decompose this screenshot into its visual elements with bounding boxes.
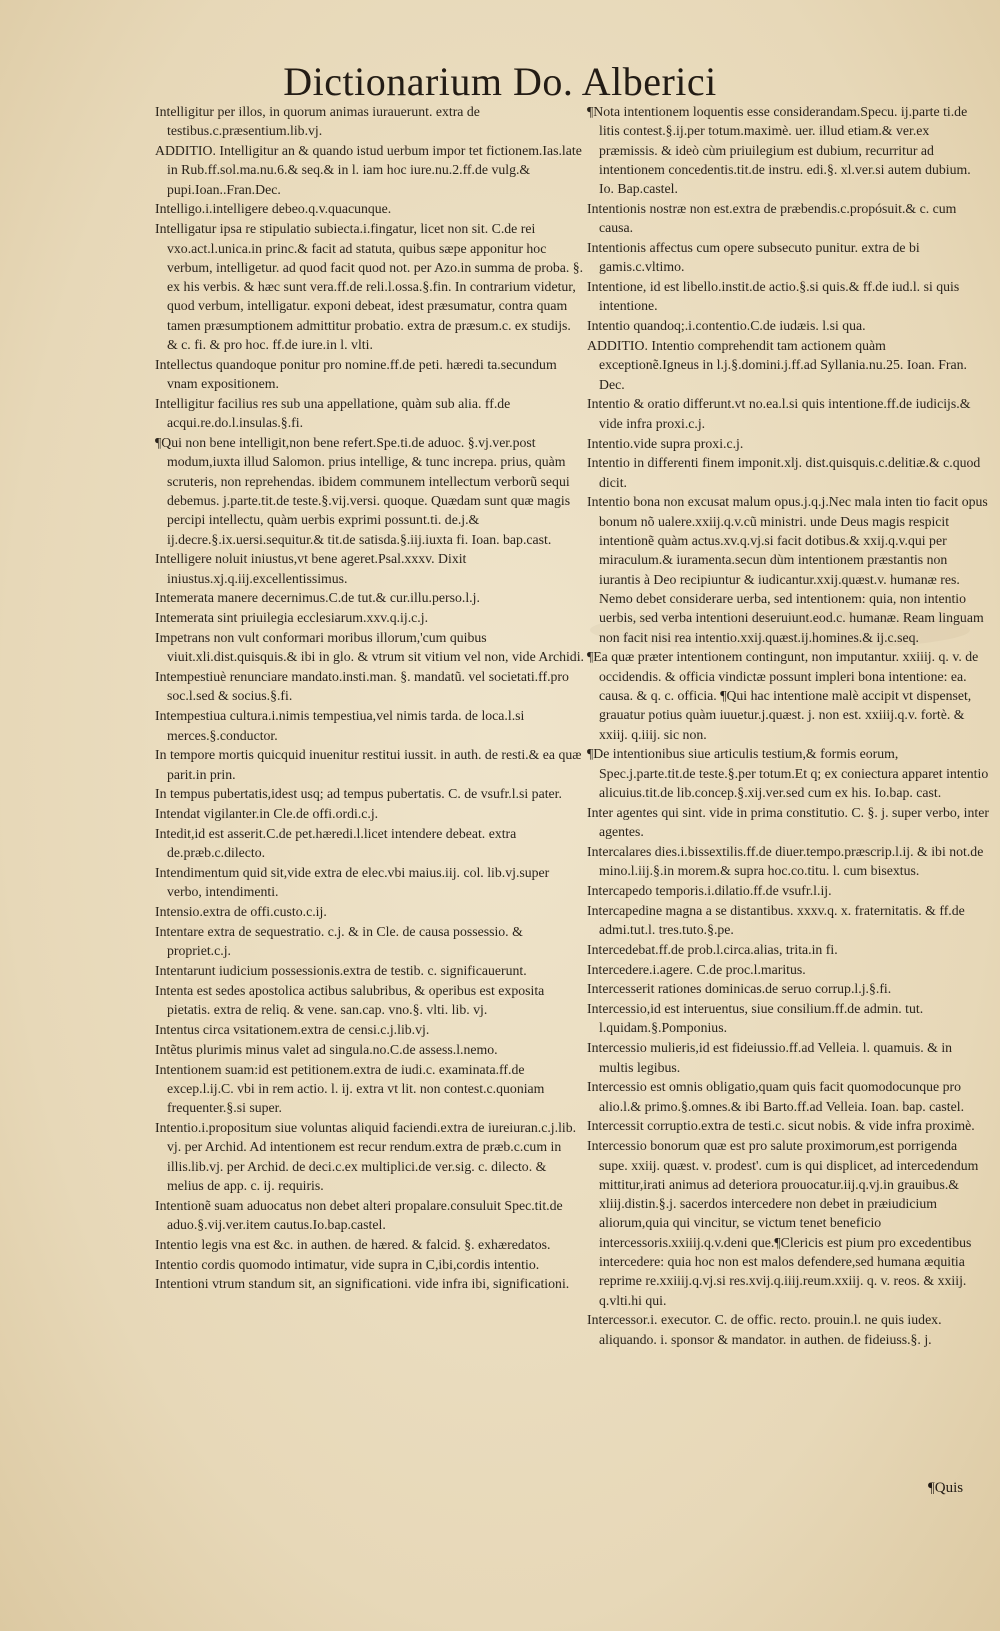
dictionary-entry: Intercessio mulieris,id est fideiussio.ff.ad Velleia. l. quamuis. & in multis legibus. — [587, 1040, 953, 1075]
dictionary-entry: Intentione, id est libello.instit.de actio.§.si quis.& ff.de iud.l. si quis intentione. — [587, 279, 960, 314]
dictionary-entry: Intelligo.i.intelligere debeo.q.v.quacunque. — [155, 201, 392, 217]
dictionary-entry: Intentio cordis quomodo intimatur, vide supra in C,ibi,cordis intentio. — [155, 1256, 540, 1272]
dictionary-entry: Intemerata sint priuilegia ecclesiarum.xxv.q.ij.c.j. — [155, 610, 429, 626]
dictionary-entry: Intentarunt iudicium possessionis.extra de testib. c. significauerunt. — [155, 963, 527, 979]
dictionary-entry: Intentare extra de sequestratio. c.j. & in Cle. de causa possessio. & propriet.c.j. — [155, 923, 523, 959]
dictionary-entry: Intempestiua cultura.i.nimis tempestiua,vel nimis tarda. de loca.l.si merces.§.conductor. — [155, 708, 525, 743]
dictionary-entry: Intendimentum quid sit,vide extra de elec.vbi maius.iij. col. lib.vj.super verbo, intendimenti. — [155, 865, 550, 900]
dictionary-entry: Intentio bona non excusat malum opus.j.q.j.Nec mala inten tio facit opus bonum nõ ualere.xxiij.q.v.cũ ministri. unde Deus magis respicit intentionẽ quàm actus.xv.q.vj.si facit dotibus.& xxij.q.v.qui per miraculum.& iuramenta.secun dùm intentionem præstantis non iurantis à Deo recipiuntur & iudicantur.xxij.quæst.v. humanæ res. Nemo debet considerare uerba, sed intentionem: quia, non intentio uerbis, sed verba intentioni deseruiunt.eod.c. humanæ. Ream linguam non facit nisi rea intentio.xxij.quæst.ij.homines.& ij.c.seq. — [587, 494, 988, 645]
dictionary-entry: Intentioni vtrum standum sit, an significationi. vide infra ibi, significationi. — [155, 1276, 570, 1292]
dictionary-entry: Intercesserit rationes dominicas.de seruo corrup.l.j.§.fi. — [587, 981, 892, 997]
dictionary-entry: Intentionem suam:id est petitionem.extra de iudi.c. examinata.ff.de excep.l.ij.C. vbi in rem actio. l. ij. extra vt lit. non contest.c.quoniam frequenter.§.si super. — [155, 1061, 545, 1116]
dictionary-entry: Intelligere noluit iniustus,vt bene ageret.Psal.xxxv. Dixit iniustus.xj.q.iij.excellentissimus. — [155, 551, 467, 586]
dictionary-entry: Intercessor.i. executor. C. de offic. recto. prouin.l. ne quis iudex. aliquando. i. sponsor & mandator. in authen. de fideiuss.§. j. — [587, 1312, 942, 1347]
dictionary-entry: Impetrans non vult conformari moribus illorum,'cum quibus viuit.xli.dist.quisquis.& ibi in glo. & vtrum sit vitium vel non, vide Archidi. — [155, 630, 584, 665]
dictionary-entry: Intercessio est omnis obligatio,quam quis facit quomodocunque pro alio.l.& primo.§.omnes.& ibi Barto.ff.ad Velleia. Ioan. bap. castel. — [587, 1079, 965, 1114]
left-column — [155, 102, 585, 1294]
dictionary-entry: ADDITIO. Intelligitur an & quando istud uerbum impor tet fictionem.Ias.late in Rub.ff.sol.ma.nu.6.& seq.& in l. iam hoc iure.nu.2.ff.de vulg.& pupi.Ioan..Fran.Dec. — [155, 143, 582, 197]
dictionary-entry: Intercapedo temporis.i.dilatio.ff.de vsufr.l.ij. — [587, 882, 832, 898]
right-column — [587, 102, 989, 1350]
dictionary-entry: Intẽtus plurimis minus valet ad singula.no.C.de assess.l.nemo. — [155, 1041, 498, 1057]
dictionary-entry: Intempestiuè renunciare mandato.insti.man. §. mandatũ. vel societati.ff.pro soc.l.sed & socius.§.fi. — [155, 669, 569, 704]
dictionary-entry: Intemerata manere decernimus.C.de tut.& cur.illu.perso.l.j. — [155, 590, 480, 606]
dictionary-entry: In tempore mortis quicquid inuenitur restitui iussit. in auth. de resti.& ea quæ parit.in prin. — [155, 747, 582, 782]
dictionary-entry: Intentio.i.propositum siue voluntas aliquid faciendi.extra de iureiuran.c.j.lib. vj. per Archid. Ad intentionem est recur rendum.extra de præb.c.cum in illis.lib.vj. per Archid. de deci.c.ex multiplici.de ver.sig. c. dilecto. & melius de app. c. ij. requiris. — [155, 1119, 577, 1193]
dictionary-entry: Intensio.extra de offi.custo.c.ij. — [155, 904, 327, 920]
dictionary-entry: Intentio.vide supra proxi.c.j. — [587, 435, 744, 451]
dictionary-entry: Intentus circa vsitationem.extra de censi.c.j.lib.vj. — [155, 1021, 430, 1037]
dictionary-entry: Inter agentes qui sint. vide in prima constitutio. C. §. j. super verbo, inter agentes. — [587, 804, 989, 839]
dictionary-entry: Intenta est sedes apostolica actibus salubribus, & operibus est exposita pietatis. extra de reliq. & vene. san.cap. vno.§. vlti. lib. vj. — [155, 982, 545, 1018]
dictionary-entry: In tempus pubertatis,idest usq; ad tempus pubertatis. C. de vsufr.l.si pater. — [155, 786, 562, 802]
dictionary-entry: Intentio & oratio differunt.vt no.ea.l.si quis intentione.ff.de iudicijs.& vide infra proxi.c.j. — [587, 396, 971, 431]
dictionary-entry: ADDITIO. Intentio comprehendit tam actionem quàm exceptionẽ.Igneus in l.j.§.domini.j.ff.ad Syllania.nu.25. Ioan. Fran. Dec. — [587, 338, 967, 392]
dictionary-entry: Intercapedine magna a se distantibus. xxxv.q. x. fraternitatis. & ff.de admi.tut.l. tres.tuto.§.pe. — [587, 902, 965, 937]
dictionary-entry: Intelligitur per illos, in quorum animas iurauerunt. extra de testibus.c.præsentium.lib.vj. — [155, 104, 480, 139]
dictionary-entry: ¶Nota intentionem loquentis esse considerandam.Specu. ij.parte ti.de litis contest.§.ij.per totum.maximè. uer. illud etiam.& ver.ex præmissis. & ideò cùm priuilegium est dubium, recurritur ad intentionem concedentis.tit.de instru. edi.§. xl.ver.si autem dubium. Io. Bap.castel. — [587, 104, 971, 197]
running-header: Dictionarium Do. Alberici — [283, 59, 717, 104]
dictionary-entry: Intentionis affectus cum opere subsecuto punitur. extra de bi gamis.c.vltimo. — [587, 240, 920, 275]
dictionary-entry: Intercessit corruptio.extra de testi.c. sicut nobis. & vide infra proximè. — [587, 1118, 975, 1134]
dictionary-entry: ¶Qui non bene intelligit,non bene refert.Spe.ti.de aduoc. §.vj.ver.post modum,iuxta illud Salomon. prius intellige, & tunc increpa. prius, quàm scruteris, non reprehendas. ibidem communem intellectum verborũ sequi debemus. j.parte.tit.de teste.§.vij.versi. quoque. Quædam sunt quæ magis percipi intellectu, quàm uerbis exprimi possunt.ti. de.j.& ij.decre.§.ix.uersi.sequitur.& tit.de satisda.§.iij.iuxta fi. Ioan. bap.cast. — [155, 435, 571, 547]
dictionary-entry: Intendat vigilanter.in Cle.de offi.ordi.c.j. — [155, 806, 379, 822]
dictionary-entry: Intentionẽ suam aduocatus non debet alteri propalare.consuluit Spec.tit.de aduo.§.vij.ver.item cautus.Io.bap.castel. — [155, 1197, 563, 1232]
dictionary-entry: Intelligatur ipsa re stipulatio subiecta.i.fingatur, licet non sit. C.de rei vxo.act.l.unica.in princ.& facit ad statuta, quibus sæpe apponitur hoc verbum, intelligetur. ad quod facit quod not. per Azo.in summa de proba. §. ex his verbis. & hæc sunt vera.ff.de reli.l.ossa.§.fin. In contrarium videtur, quod verbum, intelligatur. exponi debeat, idest præsumatur, contra quam tamen præsumptionem admittitur probatio. extra de præsum.c. ex studijs. & c. fi. & pro hoc. ff.de iure.in l. vlti. — [155, 221, 584, 353]
dictionary-entry: Intercessio bonorum quæ est pro salute proximorum,est porrigenda supe. xxiij. quæst. v. prodest'. cum is qui displicet, ad intercedendum mittitur,irati animus ad deteriora prouocatur.iij.q.vj.in grauibus.& xliij.distin.§.j. sacerdos intercedere non debet in præiudicium aliorum,quia qui vincitur, se victum tenet beneficio intercessoris.xxiiij.q.v.deni que.¶Clericis est pium pro excedentibus intercedere: quia hoc non est malos defendere,sed humana æquitia reprime re.xxiiij.q.vj.si res.xvij.q.iiij.reum.xxiij. q. v. reos. & xxiij. q.vlti.hi qui. — [587, 1138, 979, 1308]
dictionary-entry: ¶De intentionibus siue articulis testium,& formis eorum, Spec.j.parte.tit.de teste.§.per totum.Et q; ex coniectura apparet intentio alicuius.tit.de lib.concep.§.xij.ver.sed cum ex his. Io.bap. cast. — [587, 746, 989, 800]
dictionary-entry: Intercessio,id est interuentus, siue consilium.ff.de admin. tut. l.quidam.§.Pomponius. — [587, 1001, 924, 1036]
dictionary-entry: Intelligitur facilius res sub una appellatione, quàm sub alia. ff.de acqui.re.do.l.insulas.§.fi. — [155, 395, 511, 431]
dictionary-entry: Intercalares dies.i.bissextilis.ff.de diuer.tempo.præscrip.l.ij. & ibi not.de mino.l.iij.§.in morem.& supra hoc.co.titu. l. cum bisextus. — [587, 843, 984, 879]
catchword: ¶Quis — [928, 1480, 964, 1496]
dictionary-entry: Intentio legis vna est &c. in authen. de hæred. & falcid. §. exhæredatos. — [155, 1236, 551, 1252]
dictionary-entry: Intentionis nostræ non est.extra de præbendis.c.propósuit.& c. cum causa. — [587, 200, 957, 236]
dictionary-entry: Intercedere.i.agere. C.de proc.l.maritus. — [587, 961, 806, 977]
dictionary-entry: Intentio in differenti finem imponit.xlj. dist.quisquis.c.delitiæ.& c.quod dicit. — [587, 455, 981, 490]
dictionary-entry: ¶Ea quæ præter intentionem contingunt, non imputantur. xxiiij. q. v. de occidendis. & officia vindictæ possunt impleri bona intentione: ea. causa. & q. c. officia. ¶Qui hac intentione malè accipit vt dispenset, grauatur potius quàm iuuetur.j.quæst. j. non est. xxiiij.q.v. fortè. & xxiij. q.iiij. sic non. — [587, 649, 979, 742]
dictionary-entry: Intentio quandoq;.i.contentio.C.de iudæis. l.si qua. — [587, 318, 866, 334]
dictionary-entry: Intedit,id est asserit.C.de pet.hæredi.l.licet intendere debeat. extra de.præb.c.dilecto. — [155, 825, 517, 861]
dictionary-entry: Intercedebat.ff.de prob.l.circa.alias, trita.in fi. — [587, 941, 838, 957]
dictionary-entry: Intellectus quandoque ponitur pro nomine.ff.de peti. hæredi ta.secundum vnam expositionem. — [155, 356, 557, 392]
